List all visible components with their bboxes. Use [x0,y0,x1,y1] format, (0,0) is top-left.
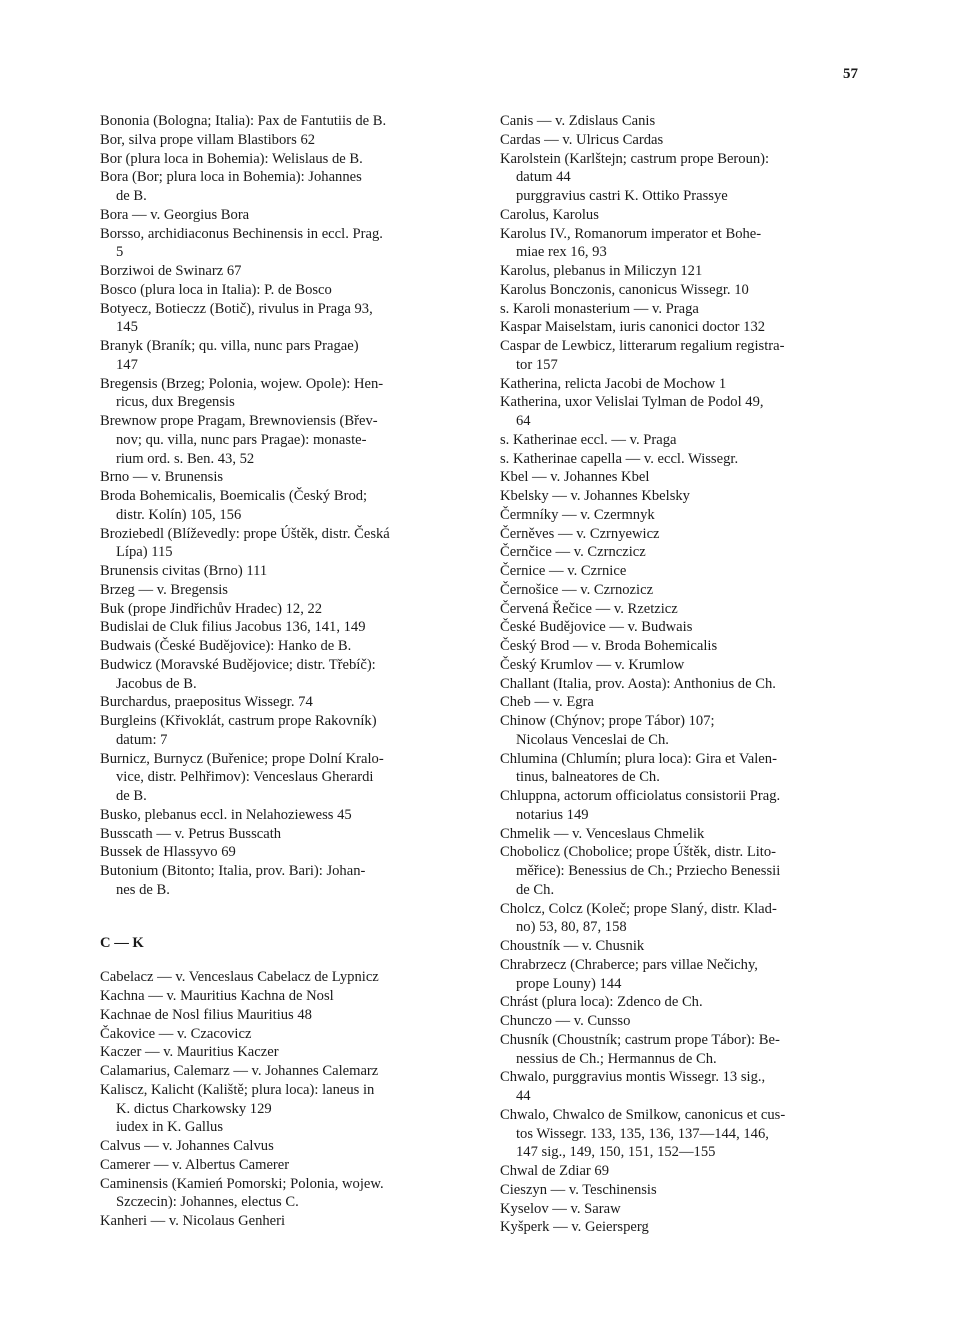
index-entry [500,431,858,450]
index-entry [500,225,858,263]
index-entry [500,993,858,1012]
index-entry [500,1200,858,1219]
index-entry [500,1068,858,1106]
entry-headword-line: Chinow (Chýnov; prope Tábor) 107; [500,713,715,729]
index-entry [100,693,458,712]
entry-headword-line: Kanheri — v. Nicolaus Genheri [100,1213,286,1229]
index-entry [100,750,458,806]
entry-headword-line: Čakovice — v. Czacovicz [100,1025,252,1042]
entry-continuation-line: 147 sig., 149, 150, 151, 152—155 [516,1144,716,1161]
index-entry [500,675,858,694]
entry-continuation-line: datum 44 [516,169,571,186]
entry-headword-line: s. Katherinae eccl. — v. Praga [500,431,677,448]
index-entry [100,581,458,600]
entry-headword-line: Brzeg — v. Bregensis [100,581,228,598]
index-entry [100,112,458,131]
index-entry [500,900,858,938]
entry-continuation-line: de B. [116,788,147,804]
entry-headword-line: Calvus — v. Johannes Calvus [100,1138,274,1154]
index-entry [100,987,458,1006]
entry-headword-line: Kachnae de Nosl filius Mauritius 48 [100,1006,312,1023]
entry-continuation-line: tos Wissegr. 133, 135, 136, 137—144, 146, [516,1125,769,1142]
index-column-right [500,112,858,1237]
entry-headword-line: Český Brod — v. Broda Bohemicalis [500,638,718,654]
entry-headword-line: Kaliscz, Kalicht (Kaliště; plura loca): laneus in [100,1081,375,1098]
entry-headword-line: Buk (prope Jindřichův Hradec) 12, 22 [100,600,323,617]
index-entry [100,168,458,206]
index-entry [500,562,858,581]
entry-headword-line: Chunczo — v. Cunsso [500,1013,631,1029]
entry-headword-line: Branyk (Braník; qu. villa, nunc pars Pragae) [100,338,359,354]
entry-continuation-line: nes de B. [116,881,170,898]
entry-continuation-line: Jacobus de B. [116,675,197,692]
entry-headword-line: Karolstein (Karlštejn; castrum prope Beroun): [500,150,770,167]
entry-headword-line: Bregensis (Brzeg; Polonia, wojew. Opole): Hen- [100,375,384,392]
index-entry [100,843,458,862]
entry-continuation-line: Nicolaus Venceslai de Ch. [516,731,669,748]
entry-headword-line: Cieszyn — v. Teschinensis [500,1181,657,1198]
entry-headword-line: Brunensis civitas (Brno) 111 [100,563,268,579]
entry-headword-line: Karolus Bonczonis, canonicus Wissegr. 10 [500,281,749,298]
entry-continuation-line: tinus, balneatores de Ch. [516,769,660,786]
entry-continuation-line: 147 [116,356,138,373]
entry-headword-line: Katherina, uxor Velislai Tylman de Podol 49, [500,394,764,411]
entry-headword-line: Busko, plebanus eccl. in Nelahoziewess 45 [100,806,352,823]
entry-continuation-line: vice, distr. Pelhřimov): Venceslaus Gherardi [116,769,374,786]
index-entry [100,487,458,525]
index-entry [100,300,458,338]
entry-headword-line: Kbelsky — v. Johannes Kbelsky [500,488,690,504]
index-entry [100,281,458,300]
entry-headword-line: Karolus IV., Romanorum imperator et Bohe- [500,225,762,242]
page-number: 57 [843,66,858,82]
entry-headword-line: Bora (Bor; plura loca in Bohemia): Johannes [100,169,362,186]
entry-headword-line: Calamarius, Calemarz — v. Johannes Calemarz [100,1063,379,1079]
entry-headword-line: Chusník (Choustník; castrum prope Tábor): Be- [500,1031,780,1048]
index-entry [500,825,858,844]
entry-headword-line: Cardas — v. Ulricus Cardas [500,131,664,148]
index-entry [100,468,458,487]
entry-continuation-line: Lípa) 115 [116,544,173,561]
entry-continuation-line: de Ch. [516,881,555,898]
index-entry [100,1025,458,1044]
index-entry [500,525,858,544]
entry-headword-line: Bora — v. Georgius Bora [100,206,250,223]
entry-headword-line: Černěves — v. Czrnyewicz [500,525,660,542]
index-entry [500,337,858,375]
index-entry [500,750,858,788]
index-entry [500,206,858,225]
entry-continuation-line: de B. [116,188,147,204]
entry-headword-line: Budwicz (Moravské Budějovice; distr. Třebíč): [100,656,376,673]
index-entry [100,412,458,468]
entry-continuation-line: iudex in K. Gallus [116,1119,224,1136]
entry-headword-line: Černošice — v. Czrnozicz [500,581,654,598]
entry-headword-line: s. Katherinae capella — v. eccl. Wissegr. [500,450,739,467]
index-entry [500,393,858,431]
entry-headword-line: Butonium (Bitonto; Italia, prov. Bari): Johan- [100,863,366,879]
entry-headword-line: Bor (plura loca in Bohemia): Welislaus de B. [100,150,363,167]
index-entry [500,637,858,656]
entry-headword-line: Karolus, plebanus in Miliczyn 121 [500,263,703,279]
entry-headword-line: Budwais (České Budějovice): Hanko de B. [100,638,352,654]
index-entry [500,375,858,394]
index-entry [100,600,458,619]
entry-headword-line: Český Krumlov — v. Krumlow [500,656,685,673]
entry-continuation-line: Szczecin): Johannes, electus C. [116,1194,299,1211]
entry-continuation-line: datum: 7 [116,731,168,748]
index-entry [100,562,458,581]
index-entry [500,131,858,150]
entry-headword-line: Broda Bohemicalis, Boemicalis (Český Brod; [100,488,368,504]
entry-headword-line: Chmelik — v. Venceslaus Chmelik [500,825,705,842]
index-entry [500,1218,858,1237]
index-entry [500,543,858,562]
index-entry [500,656,858,675]
index-entry [100,1137,458,1156]
entry-headword-line: Kaspar Maiselstam, iuris canonici doctor 132 [500,319,766,336]
entry-continuation-line: 145 [116,319,138,336]
entries-c [100,968,458,1231]
index-entry [500,956,858,994]
index-entry [100,1156,458,1175]
index-entry [500,150,858,206]
index-entry [100,262,458,281]
entry-headword-line: Burchardus, praepositus Wissegr. 74 [100,694,313,711]
index-entry [500,300,858,319]
entry-headword-line: s. Karoli monasterium — v. Praga [500,300,699,317]
index-entry [100,375,458,413]
index-entry [100,825,458,844]
index-entry [100,1081,458,1137]
entry-headword-line: Cholcz, Colcz (Koleč; prope Slaný, distr. Klad- [500,900,777,917]
entry-headword-line: Kaczer — v. Mauritius Kaczer [100,1044,279,1061]
index-entry [100,712,458,750]
entry-headword-line: Černčice — v. Czrnczicz [500,544,646,561]
index-entry [100,618,458,637]
entry-headword-line: Camerer — v. Albertus Camerer [100,1156,290,1173]
entry-headword-line: Červená Řečice — v. Rzetzicz [500,600,678,617]
entry-headword-line: Kachna — v. Mauritius Kachna de Nosl [100,988,334,1004]
entry-headword-line: Černice — v. Czrnice [500,563,627,579]
entry-headword-line: Chrabrzecz (Chraberce; pars villae Nečichy, [500,956,758,973]
index-entry [500,937,858,956]
entry-headword-line: Katherina, relicta Jacobi de Mochow 1 [500,375,727,392]
entry-continuation-line: rium ord. s. Ben. 43, 52 [116,450,255,467]
entry-headword-line: Chluppna, actorum officiolatus consistorii Prag. [500,788,781,804]
entry-headword-line: Burgleins (Křivoklát, castrum prope Rakovník) [100,713,377,729]
entry-headword-line: Bussek de Hlassyvo 69 [100,844,236,861]
entry-continuation-line: distr. Kolín) 105, 156 [116,506,242,523]
entry-continuation-line: no) 53, 80, 87, 158 [516,919,627,936]
index-entry [500,618,858,637]
entry-headword-line: Cabelacz — v. Venceslaus Cabelacz de Lypnicz [100,969,379,986]
index-entry [500,506,858,525]
entry-headword-line: Chwalo, Chwalco de Smilkow, canonicus et cus- [500,1106,786,1123]
entry-continuation-line: 64 [516,413,531,429]
index-entry [500,787,858,825]
index-entry [100,806,458,825]
index-entry [100,862,458,900]
index-entry [100,656,458,694]
entry-headword-line: Challant (Italia, prov. Aosta): Anthonius de Ch. [500,675,776,692]
index-entry [500,693,858,712]
index-entry [100,225,458,263]
index-entry [500,281,858,300]
entry-headword-line: Caspar de Lewbicz, litterarum regalium registra- [500,338,785,354]
section-heading: C — K [100,934,144,951]
entry-headword-line: Busscath — v. Petrus Busscath [100,825,282,842]
entry-headword-line: Kbel — v. Johannes Kbel [500,469,650,486]
index-entry [500,1031,858,1069]
entry-headword-line: Bor, silva prope villam Blastibors 62 [100,131,316,148]
entry-continuation-line: nov; qu. villa, nunc pars Pragae): monaste- [116,431,367,448]
index-entry [500,487,858,506]
entry-headword-line: Caminensis (Kamień Pomorski; Polonia, wojew. [100,1175,384,1192]
entry-headword-line: Čermníky — v. Czermnyk [500,506,655,523]
index-entry [100,206,458,225]
index-entry [500,1106,858,1162]
entry-continuation-line: ricus, dux Bregensis [116,394,235,411]
index-entry [100,337,458,375]
entry-headword-line: Choustník — v. Chusnik [500,938,645,954]
index-entry [500,843,858,899]
entry-continuation-line: miae rex 16, 93 [516,244,607,261]
entry-continuation-line: prope Louny) 144 [516,975,622,992]
entry-headword-line: Cheb — v. Egra [500,694,594,711]
index-entry [500,468,858,487]
entries-right [500,112,858,1237]
entry-headword-line: Chwalo, purggravius montis Wissegr. 13 sig., [500,1069,766,1086]
entry-headword-line: Bononia (Bologna; Italia): Pax de Fantutiis de B. [100,113,387,129]
entry-headword-line: Botyecz, Botieczz (Botič), rivulus in Praga 93, [100,300,373,317]
entry-continuation-line: K. dictus Charkowsky 129 [116,1100,272,1117]
entry-headword-line: Chrást (plura loca): Zdenco de Ch. [500,994,703,1011]
entry-continuation-line: purggravius castri K. Ottiko Prassye [516,188,728,204]
entry-headword-line: Borsso, archidiaconus Bechinensis in eccl. Prag. [100,225,383,242]
entry-continuation-line: nessius de Ch.; Hermannus de Ch. [516,1050,717,1067]
index-entry [500,1162,858,1181]
index-entry [100,1175,458,1213]
index-entry [500,112,858,131]
index-entry [500,1181,858,1200]
index-entry [500,318,858,337]
index-entry [100,1006,458,1025]
entry-headword-line: Bosco (plura loca in Italia): P. de Bosco [100,281,332,298]
entry-headword-line: Carolus, Karolus [500,206,599,223]
entry-continuation-line: 44 [516,1088,531,1104]
entry-headword-line: Chlumina (Chlumín; plura loca): Gira et Valen- [500,750,777,767]
entry-headword-line: Chwal de Zdiar 69 [500,1163,610,1179]
index-entry [100,1212,458,1231]
entry-headword-line: Canis — v. Zdislaus Canis [500,113,656,129]
index-entry [100,1043,458,1062]
entry-continuation-line: měřice): Benessius de Ch.; Prziecho Benessii [516,863,781,879]
entry-headword-line: Kyselov — v. Saraw [500,1200,621,1217]
entry-continuation-line: tor 157 [516,356,558,373]
entry-headword-line: Chobolicz (Chobolice; prope Úštěk, distr. Lito- [500,844,777,861]
index-entry [500,581,858,600]
index-entry [100,1062,458,1081]
index-entry [500,1012,858,1031]
index-entry [100,525,458,563]
entry-continuation-line: 5 [116,244,124,261]
entry-headword-line: Kyšperk — v. Geiersperg [500,1219,649,1236]
entry-headword-line: České Budějovice — v. Budwais [500,619,693,636]
entry-headword-line: Brewnow prope Pragam, Brewnoviensis (Břev- [100,413,378,429]
index-entry [500,712,858,750]
entry-headword-line: Budislai de Cluk filius Jacobus 136, 141, 149 [100,619,366,636]
entry-headword-line: Broziebedl (Blíževedly: prope Úštěk, distr. Česká [100,525,390,542]
entries-b [100,112,458,900]
entry-headword-line: Burnicz, Burnycz (Buřenice; prope Dolní Kralo- [100,750,384,767]
index-column-left [100,112,458,1231]
index-entry [500,600,858,619]
index-entry [100,968,458,987]
index-entry [100,637,458,656]
index-entry [500,450,858,469]
index-entry [500,262,858,281]
index-entry [100,131,458,150]
index-entry [100,150,458,169]
entry-headword-line: Brno — v. Brunensis [100,469,224,486]
entry-continuation-line: notarius 149 [516,806,589,823]
entry-headword-line: Borziwoi de Swinarz 67 [100,263,242,279]
